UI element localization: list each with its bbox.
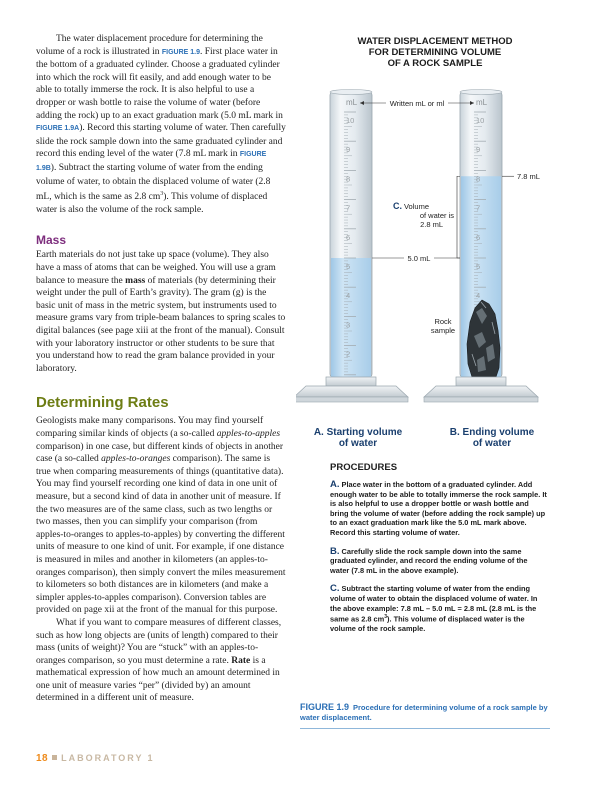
mass-text-1: Earth materials do not just take up space (volume). They also have a mass of atoms that can be weighed. You will use a gram balance to measure the	[36, 250, 276, 286]
rates-text-1: Geologists make many comparisons. You may find yourself comparing similar kinds of objects (a so-called	[36, 416, 264, 439]
left-column	[36, 33, 286, 705]
procedure-b	[330, 547, 548, 576]
intro-paragraph	[36, 33, 286, 216]
procedures-box	[330, 462, 548, 643]
end-volume-label: 7.8 mL	[517, 172, 540, 182]
cylinder-b-label-line: B. Ending volume	[449, 427, 535, 438]
cylinder-a	[296, 90, 408, 403]
unit-label-b: mL	[476, 98, 488, 107]
figure-title-line: FOR DETERMINING VOLUME	[368, 47, 502, 58]
volume-line-3: 2.8 mL	[420, 220, 443, 229]
scale-number: 7	[346, 203, 351, 213]
page-footer	[36, 753, 153, 764]
procedures-heading: PROCEDURES	[330, 462, 398, 473]
volume-line-1: Volume	[403, 202, 429, 211]
cylinder-b-label	[442, 427, 542, 449]
volume-line-2: of water is	[419, 211, 454, 220]
rates-italic-2: apples-to-oranges	[101, 454, 171, 465]
scale-number: 2	[346, 349, 351, 359]
figure-caption	[300, 702, 550, 723]
footer-chapter-number: 1	[147, 753, 153, 763]
procedure-c-letter: C.	[330, 583, 340, 595]
figure-reference-link[interactable]: FIGURE 1.9A	[36, 125, 80, 133]
cylinder-b-base	[424, 386, 538, 397]
mass-heading: Mass	[36, 233, 67, 248]
rock-label-annotation	[431, 317, 455, 335]
scale-number: 6	[476, 232, 481, 242]
procedure-c-text-2: ). This volume of displaced water is the volume of the rock sample.	[330, 614, 525, 634]
rock-label-line-2: sample	[430, 326, 456, 335]
scale-number: 4	[476, 291, 481, 301]
caption-divider	[300, 728, 550, 729]
intro-text-3: ). Record this starting volume of water. Then carefully slide the rock sample down into the same graduated cylinder and record this ending level of the water (7.8 mL mark in	[36, 123, 286, 160]
footer-section-label: LABORATORY	[61, 753, 144, 763]
caption-text: Procedure for determining volume of a rock sample by water displacement.	[300, 703, 548, 722]
cylinder-b-label-line: of water	[472, 438, 512, 449]
cylinder-illustration	[296, 86, 586, 426]
water-a	[331, 258, 371, 377]
volume-label	[393, 201, 429, 211]
cylinder-a-base-edge	[296, 397, 408, 402]
cylinder-b-collar	[456, 377, 506, 386]
procedure-a	[330, 480, 548, 538]
rates-text-2: comparison) in one case, but different kinds of objects in another case (a so-called	[36, 441, 284, 465]
scale-number: 8	[346, 174, 351, 184]
end-level-annotation	[502, 172, 540, 181]
scale-number: 9	[346, 145, 351, 155]
cylinder-a-base	[296, 386, 408, 397]
cylinder-a-rim	[330, 90, 372, 95]
rates2-text-2: is a mathematical expression of how much an amount determined in one unit of measure varies “per” (divided by) an amount determined in a different unit of measure.	[36, 655, 280, 704]
scale-number: 9	[476, 145, 481, 155]
start-level-annotation	[372, 253, 460, 263]
cylinder-a-label-line: of water	[338, 438, 378, 449]
mass-bold-term: mass	[125, 275, 146, 286]
intro-text-5: ). This volume of displaced water is also the volume of the rock sample.	[36, 192, 268, 215]
figure-title-line: OF A ROCK SAMPLE	[387, 58, 483, 69]
cylinder-a-label-line: A. Starting volume	[313, 427, 403, 438]
superscript: 3	[384, 614, 388, 621]
unit-label-a: mL	[346, 98, 358, 107]
footer-separator	[52, 755, 57, 760]
written-ml-label: Written mL or ml	[389, 99, 445, 108]
cylinder-a-label	[308, 427, 408, 449]
page-number: 18	[36, 753, 49, 764]
scale-number: 10	[346, 116, 355, 125]
written-ml-annotation	[360, 99, 474, 108]
procedure-a-letter: A.	[330, 479, 340, 490]
scale-number: 5	[346, 262, 351, 271]
rate-bold-term: Rate	[231, 655, 251, 666]
mass-paragraph	[36, 249, 286, 375]
figure-reference-link[interactable]: FIGURE 1.9B	[36, 151, 267, 172]
volume-bracket	[393, 176, 460, 258]
scale-number: 8	[476, 174, 481, 184]
figure-title	[300, 36, 570, 69]
start-volume-label: 5.0 mL	[407, 254, 431, 263]
intro-text-1: The water displacement procedure for determining the volume of a rock is illustrated in	[36, 34, 263, 57]
volume-letter: C.	[392, 201, 402, 211]
scale-number: 10	[476, 116, 485, 125]
rates-heading: Determining Rates	[36, 394, 169, 412]
scale-number: 6	[346, 232, 351, 242]
scale-number: 3	[346, 320, 351, 330]
intro-text-4: ). Subtract the starting volume of water from the ending volume of water, to obtain the displaced volume of water (2.8 mL, which is the same as 2.8 cm	[36, 162, 271, 203]
cylinder-b-rim	[460, 90, 502, 95]
scale-number: 5	[476, 262, 481, 271]
intro-text-2: . First place water in the bottom of a graduated cylinder. Choose a graduated cylinder into which the rock will fit easily, and add enough water to be able to totally immerse the rock. It is also helpful to use a dropper or wash bottle to raise the volume of water (before adding the rock) up to an exact graduation mark (5.0 mL mark in	[36, 46, 283, 121]
mass-text-2: of materials (by determining their weight under the pull of Earth’s gravity). The gram (g) is the basic unit of mass in the metric system, but instruments used to measure grams vary from triple-beam balances to spring scales to digital balances (see page xiii at the front of the manual). Consult with your laboratory instructor or other students to be sure that you understand how to read the gram balance provided in your laboratory.	[36, 275, 286, 374]
caption-figure-number: FIGURE 1.9	[300, 702, 350, 712]
procedure-c-text-1: Subtract the starting volume of water from the ending volume of water to obtain the displaced volume of water. In the above example: 7.8 mL – 5.0 mL = 2.8 mL (2.8 mL is the same as 2.8 cm	[330, 584, 538, 624]
cylinder-b-base-edge	[424, 397, 538, 402]
rates-paragraph-2	[36, 617, 286, 705]
superscript: 3	[160, 191, 164, 198]
rates-italic-1: apples-to-apples	[216, 429, 281, 439]
procedure-b-text: Carefully slide the rock sample down into the same graduated cylinder, and record the ending volume of the water (7.8 mL in the above example).	[330, 546, 528, 575]
procedure-c	[330, 584, 548, 633]
rates-text-3: comparison). The same is true when comparing measurements of things (quantitative data). You may find yourself recording one kind of data in one unit of measure, but a second kind of data in another unit of measure. If the two measures are of the same class, such as two lengths or two masses, then you can simplify your comparison (from apples-to-oranges to apples-to-apples) by converting the different units of measure to one kind of unit. For example, if one distance is measured in miles and another in kilometers (an apples-to-oranges comparison), then simply convert the miles measurement to kilometers so both distances are in kilometers (and make a simpler apples-to-apples comparison). Conversion tables are provided on page xii at the front of the manual for this purpose.	[36, 454, 286, 616]
procedure-a-text: Place water in the bottom of a graduated cylinder. Add enough water to be able to totally immerse the rock sample. It is also helpful to use a dropper bottle or wash bottle and bring the volume of water (before adding the rock sample) up to an exact graduation mark like the 5.0 mL mark above. Record this starting volume of water.	[330, 480, 547, 537]
scale-number: 4	[346, 291, 351, 301]
cylinder-a-collar	[326, 377, 376, 386]
figure-title-line: WATER DISPLACEMENT METHOD	[357, 36, 513, 47]
scale-number: 7	[476, 203, 481, 213]
procedure-b-letter: B.	[330, 545, 340, 557]
rock-label-line-1: Rock	[434, 317, 452, 326]
rates-paragraph-1	[36, 415, 286, 617]
cylinder-b	[424, 90, 538, 403]
figure-reference-link[interactable]: FIGURE 1.9	[161, 48, 200, 56]
rates2-text-1: What if you want to compare measures of different classes, such as how long objects are (units of length) compared to their mass (units of weight)? You are “stuck” with an apples-to-oranges comparison, so you must determine a rate.	[36, 617, 282, 666]
